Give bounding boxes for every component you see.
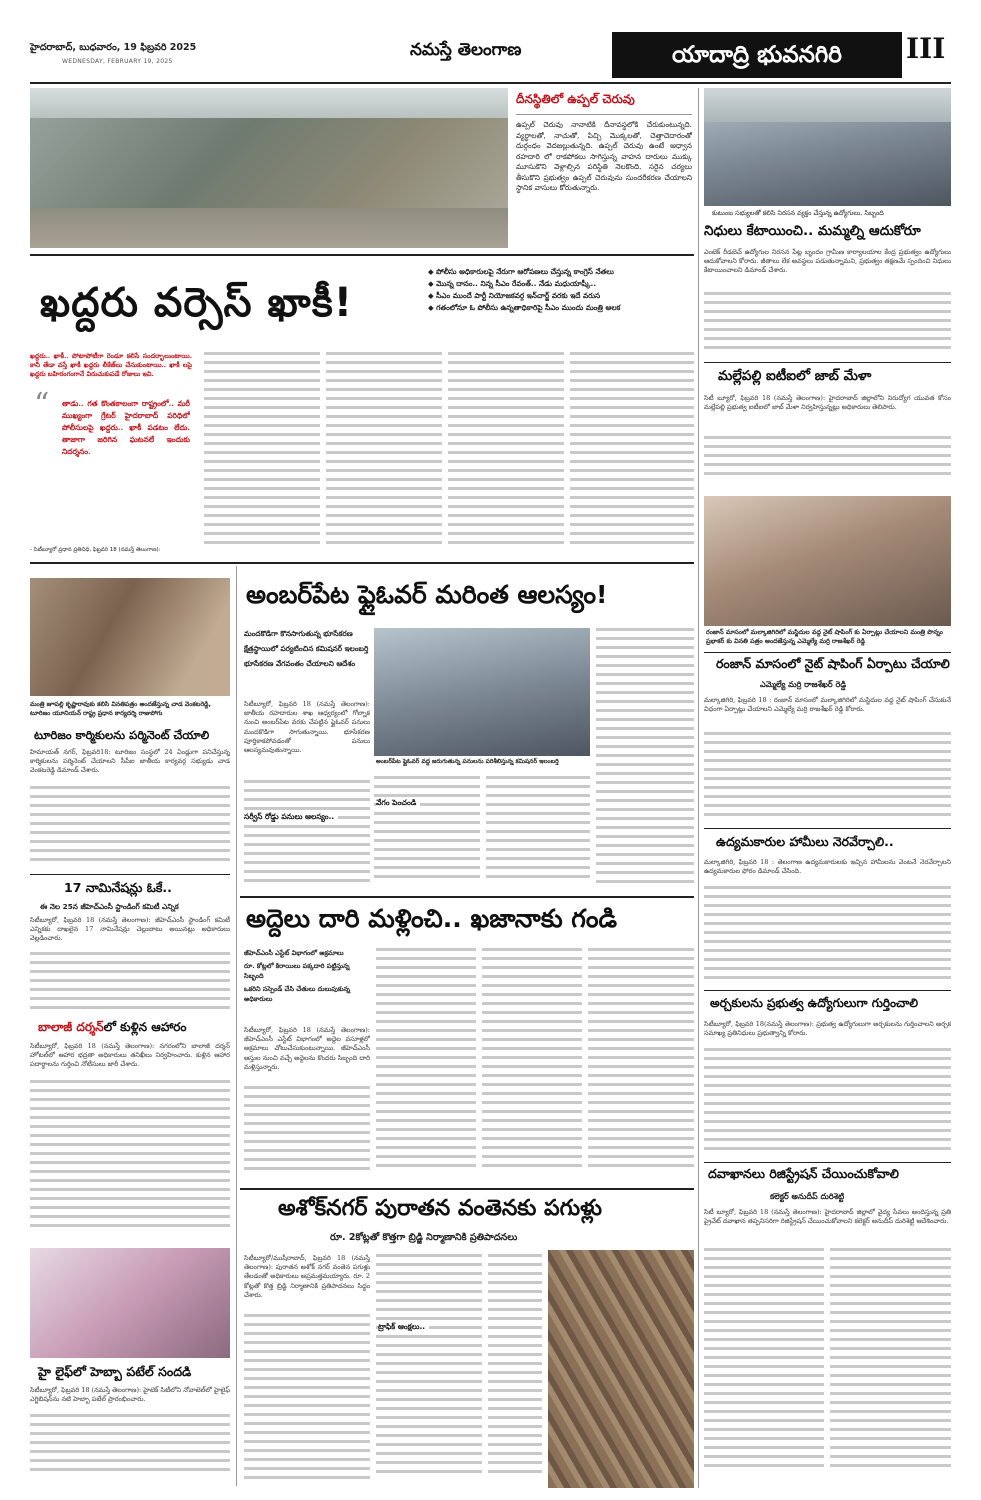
- amberpet-bullet: మందకొడిగా కొనసాగుతున్న భూసేకరణ: [244, 629, 353, 638]
- protest-photo-caption: కుటుంబ సభ్యులతో కలిసి నిరసన వ్యక్తం చేస్తున్న ఉద్యోగులు, సిబ్బంది: [712, 209, 884, 217]
- ashok-headline: అశోక్‌నగర్ పురాతన వంతెనకు పగుళ్లు: [278, 1196, 603, 1221]
- addelu-bullet: రూ. కోట్లలో కిరాయిలు పక్కదారి పట్టిస్తున్న సిబ్బంది: [244, 962, 350, 980]
- hospitals-subtitle: కలెక్టర్ అనుదీప్ దురిశెట్టి: [770, 1192, 845, 1201]
- ashok-subtitle: రూ. 2కోట్లతో కొత్తగా బ్రిడ్జి నిర్మాణానికి ప్రతిపాదనలు: [330, 1232, 518, 1243]
- ramzan-photo-caption: రంజాన్ మాసంలో మల్కాజిగిరిలో మస్జిదుల వద్ద నైట్ షాపింగ్‌ కు ఏర్పాట్లు చేయాలని మంత్రి పొన్నం ప్రభాకర్‌ కు వినతి పత్రం అందజేస్తున్న ఎమ్మెల్యే మర్రి రాజశేఖర్ రెడ్డి: [706, 629, 943, 645]
- balaji-title: [38, 1020, 186, 1037]
- page-number: III: [906, 32, 946, 65]
- dateline-english: WEDNESDAY, FEBRUARY 19, 2025: [62, 58, 173, 65]
- addelu-bullet: ఒకరిని సస్పెండ్ చేసి చేతులు దులుపుకున్న అధికారులు: [244, 985, 350, 1003]
- amberpet-bullets: [244, 628, 370, 669]
- addelu-headline: అద్దెలు దారి మళ్లించి.. ఖజానాకు గండి: [246, 904, 618, 933]
- tourism-body: హిమాయత్ నగర్, ఫిబ్రవరి18: టూరిజం సంస్థలో 24 ఏండ్లుగా పనిచేస్తున్న కార్మికులను పర్మినెంట్ చేయాలని సీపీఐ జాతీయ కార్యవర్గ సభ్యుడు చాడ వెంకటరెడ్డి డిమాండ్ చేశారు.: [30, 748, 230, 775]
- bridge-crack-photo: [548, 1250, 694, 1488]
- hospitals-title: దవాఖానలు రిజిస్ట్రేషన్ చేయించుకోవాలి: [708, 1166, 899, 1181]
- ramzan-body: మల్కాజిగిరి, ఫిబ్రవరి 18 : రంజాన్ మాసంలో మల్కాజిగిరిలో మస్జిదుల వద్ద నైట్ షాపింగ్ చేసుకునే విధంగా ఏర్పాట్లు చేయాలని ఎమ్మెల్యే మర్రి రాజశేఖర్ రెడ్డి కోరారు.: [704, 696, 951, 714]
- ramzan-title: రంజాన్ మాసంలో నైట్ షాపింగ్ ఏర్పాటు చేయాలి: [716, 656, 950, 671]
- khaddar-bullet: ◆ మొన్న దానం.. నిన్న సీఎం రేవంత్.. నేడు మధుయాష్కీ..: [428, 279, 597, 288]
- balaji-body: సిటీబ్యూరో, ఫిబ్రవరి 18 (నమస్తే తెలంగాణ): నగరంలోని బాలాజీ దర్శన్ హోటల్‌లో ఆహార భద్రతా అధికారులు తనిఖీలు నిర్వహించారు. కుళ్లిన ఆహార పదార్థాలను గుర్తించి నోటీసులు జారీ చేశారు.: [30, 1042, 230, 1069]
- balaji-title-rest: లో కుళ్లిన ఆహారం: [103, 1020, 187, 1034]
- khaddar-quote: తాడు.. గత కొంతకాలంగా రాష్ట్రంలో.. మరీ ముఖ్యంగా గ్రేటర్ హైదరాబాద్ పరిధిలో పోలీసులపై ఖద్దరు.. ఖాకీ పడటం లేదు. తాజాగా జరిగిన ఘటనలే ఇందుకు నిదర్శనం.: [62, 399, 190, 456]
- funds-body: ఎంటెక్ రీడబెచ్ ఉద్యోగుల నిరసన పేట్ల బృందం గ్రామీణ కార్యాలయాల కేంద్ర ప్రభుత్వం ఉద్యోగులు ఆదుకోవాలని కోరారు. జీతాలు లేక అవస్థలు పడుతున్నామని, ప్రభుత్వం తక్షణమే స్పందించి నిధులు కేటాయించాలని డిమాండ్ చేశారు.: [704, 248, 951, 275]
- mallepally-title: మల్లేపల్లి ఐటీఐలో జాబ్ మేళా: [718, 368, 872, 384]
- tourism-photo: [30, 578, 230, 696]
- district-banner: [612, 32, 902, 78]
- ramzan-photo: [704, 496, 951, 626]
- priests-body: సిటీబ్యూరో, ఫిబ్రవరి 18(నమస్తే తెలంగాణ): ప్రభుత్వ ఉద్యోగులుగా అర్చకులను గుర్తించాలని అర్చక సమాఖ్య ప్రతినిధులు ప్రభుత్వాన్ని కోరారు.: [704, 1020, 951, 1038]
- priests-title: అర్చకులను ప్రభుత్వ ఉద్యోగులుగా గుర్తించాలి: [710, 996, 919, 1010]
- hebah-body: సిటీబ్యూరో, ఫిబ్రవరి 18 (నమస్తే తెలంగాణ): హైటెక్ సిటీలోని నోవాటెల్‌లో హైలైఫ్ ఎగ్జిబిషన్‌ను నటి హెబ్బా పటేల్ ప్రారంభించారు.: [30, 1386, 230, 1404]
- amberpet-photo-caption: అంబర్‌పేట ఫ్లైఓవర్ వద్ద జరుగుతున్న పనులను పరిశీలిస్తున్న కమిషనర్ ఇలంబర్తి: [376, 758, 559, 765]
- khaddar-bullet: ◆ గతంలోనూ ఓ పోలీసు ఉన్నతాధికారిపై సీఎం ముందు మంత్రి అలక: [428, 303, 621, 312]
- masthead: [0, 0, 981, 84]
- ashok-subhead-traffic: ట్రాఫిక్ ఆంక్షలు..: [378, 1322, 429, 1333]
- quote-mark-icon: “: [34, 387, 50, 422]
- khaddar-bullet: ◆ పోలీసు అధికారులపై నేరుగా ఆరోపణలు చేస్తున్న కాంగ్రెస్ నేతలు: [428, 267, 614, 276]
- nominations-subtitle: ఈ నెల 25న జీహెచ్‌ఎంసీ స్టాండింగ్ కమిటీ ఎన్నిక: [40, 902, 179, 911]
- tourism-photo-caption: మంత్రి జూపల్లి కృష్ణారావుకు కలిసి వినతిపత్రం అందజేస్తున్న చాడ వెంకటరెడ్డి, టూరిజం యూనియన్ రాష్ట్ర ప్రధాన కార్యదర్శి రాజుపోగు: [30, 701, 211, 717]
- funds-title: నిధులు కేటాయించి.. మమ్మల్ని ఆదుకోరూ: [704, 223, 921, 239]
- amberpet-photo: [374, 628, 590, 756]
- amberpet-subhead-speed: వేగం పెంచండి: [376, 798, 420, 809]
- khaddar-byline: - సిటీబ్యూరో ప్రధాన ప్రతినిధి, ఫిబ్రవరి 18 (నమస్తే తెలంగాణ):: [30, 547, 161, 553]
- hebah-title: హై లైఫ్‌లో హెబ్బా పటేల్ సందడి: [38, 1364, 192, 1379]
- amberpet-headline: అంబర్‌పేట ఫ్లైఓవర్ మరింత ఆలస్యం!: [246, 580, 608, 609]
- tourism-title: టూరిజం కార్మికులను పర్మినెంట్ చేయాలి: [34, 728, 210, 742]
- promises-body: మల్కాజిగిరి, ఫిబ్రవరి 18 : తెలంగాణ ఉద్యమకారులకు ఇచ్చిన హామీలను వెంటనే నెరవేర్చాలని ఉద్యమకారుల ఫోరం డిమాండ్ చేసింది.: [704, 858, 951, 876]
- addelu-body: సిటీబ్యూరో, ఫిబ్రవరి 18 (నమస్తే తెలంగాణ): జీహెచ్‌ఎంసీ ఎస్టేట్ విభాగంలో అద్దెల వసూళ్లలో అక్రమాలు చోటుచేసుకుంటున్నాయి. జీహెచ్‌ఎంసీ ఆస్తుల నుంచి వచ్చే అద్దెలను కొందరు సిబ్బంది దారి మళ్లిస్తున్నారు.: [244, 1026, 370, 1071]
- khaddar-intro: ఖద్దరు.. ఖాకీ.. పోటాపోటీగా రెండూ కలిసే సందర్భాలుంటాయి. కానీ తేడా వస్తే ఖాకీ ఖద్దరు లీకేజ్‌లు చేసుకుంటాయి.. ఖాకీ లపై ఖద్దరు బహిరంగంగానే విరుచుకుపడే రోజులు ఇవి.: [30, 352, 192, 379]
- addelu-bullets: [244, 948, 370, 1004]
- khaddar-bullet: ◆ సీఎం ముందే పార్టీ నియోజకవర్గ ఇన్‌చార్జ్ వరకు ఇదే వరుస: [428, 291, 601, 300]
- amberpet-bullet: క్షేత్రస్థాయిలో పర్యటించిన కమిషనర్ ఇలంబర్తి: [244, 644, 369, 653]
- uppal-body: ఉప్పల్ చెరువు నానాటికి దీనావస్థలోకి చేరుకుంటున్నది. వ్యర్థాలతో, నాచుతో, పిచ్చి మొక్కలతో, చెత్తాచెదారంతో దుర్గంధం వెదజల్లుతున్నది. ఉప్పల్ చెరువు ఉంటే అధ్వాన రహదారి లో రాకపోకలు సాగిస్తున్న వాహన దారులు ముక్కు మూసుకొని వెళ్లాల్సిన పరిస్థితి నెలకొంది. సరైన చర్యలు తీసుకొని ప్రభుత్వం ఉప్పల్ చెరువును సుందరీకరణ చేయాలని స్థానిక వాసులు కోరుతున్నారు.: [516, 120, 692, 192]
- khaddar-bullets: [428, 266, 694, 314]
- nominations-body: సిటీబ్యూరో, ఫిబ్రవరి 18 (నమస్తే తెలంగాణ): జీహెచ్‌ఎంసీ స్టాండింగ్ కమిటీ ఎన్నికకు దాఖలైన 17 నామినేషన్లు చెల్లుబాటు అయినట్లు అధికారులు వెల్లడించారు.: [30, 916, 230, 943]
- ashok-body: సిటీబ్యూరో/ముషీరాబాద్, ఫిబ్రవరి 18 (నమస్తే తెలంగాణ): పురాతన అశోక్ నగర్ వంతెన పగుళ్లు తేలడంతో అధికారులు అప్రమత్తమయ్యారు. రూ. 2 కోట్లతో కొత్త బ్రిడ్జి నిర్మాణానికి ప్రతిపాదనలు సిద్ధం చేశారు.: [244, 1254, 370, 1299]
- uppal-lake-photo: [30, 88, 508, 248]
- district-title: యాదాద్రి భువనగిరి: [672, 42, 842, 68]
- amberpet-subhead-service-road: సర్వీస్ రోడ్డు పనులు ఆలస్యం..: [244, 812, 338, 823]
- nominations-title: 17 నామినేషన్లు ఓకే..: [64, 880, 172, 895]
- khaddar-headline: ఖద్దరు వర్సెస్ ఖాకీ!: [40, 280, 354, 326]
- promises-title: ఉద్యమకారుల హామీలు నెరవేర్చాలి..: [716, 834, 894, 849]
- amberpet-body: సిటీబ్యూరో, ఫిబ్రవరి 18 (నమస్తే తెలంగాణ): జాతీయ రహదారుల శాఖ ఆధ్వర్యంలో గోల్నాక నుంచి అంబర్‌పేట వరకు చేపట్టిన ఫ్లైఓవర్ పనులు మందకొడిగా సాగుతున్నాయి. భూసేకరణ పూర్తికాకపోవడంతో పనులు ఆలస్యమవుతున్నాయి.: [244, 700, 370, 755]
- dateline-telugu: హైదరాబాద్, బుధవారం, 19 ఫిబ్రవరి 2025: [30, 42, 197, 53]
- hebah-photo: [30, 1248, 230, 1358]
- mallepally-body: సిటీ బ్యూరో, ఫిబ్రవరి 18 (నమస్తే తెలంగాణ): హైదరాబాద్ జిల్లాలోని నిరుద్యోగ యువత కోసం మల్లేపల్లి ప్రభుత్వ ఐటీఐలో జాబ్ మేళా నిర్వహిస్తున్నట్లు అధికారులు తెలిపారు.: [704, 394, 951, 412]
- uppal-title: దీనస్థితిలో ఉప్పల్ చెరువు: [516, 92, 635, 106]
- amberpet-bullet: భూసేకరణ వేగవంతం చేయాలని ఆదేశం: [244, 659, 356, 668]
- hospitals-body: సిటీ బ్యూరో, ఫిబ్రవరి 18 (నమస్తే తెలంగాణ): హైదరాబాద్ జిల్లాలో వైద్య సేవలు అందిస్తున్న ప్రతి ప్రైవేట్ దవాఖాన తప్పనిసరిగా రిజిస్ట్రేషన్ చేయించుకోవాలని కలెక్టర్ అనుదీప్ దురిశెట్టి ఆదేశించారు.: [704, 1208, 951, 1226]
- balaji-title-highlight: బాలాజీ దర్శన్‌: [38, 1020, 104, 1034]
- addelu-bullet: జీహెచ్‌ఎంసీ ఎస్టేట్ విభాగంలో అక్రమాలు: [244, 949, 344, 957]
- protest-photo: [704, 88, 951, 206]
- ramzan-subtitle: ఎమ్మెల్యే మర్రి రాజశేఖర్ రెడ్డి: [760, 680, 847, 689]
- paper-name: నమస్తే తెలంగాణ: [410, 40, 522, 60]
